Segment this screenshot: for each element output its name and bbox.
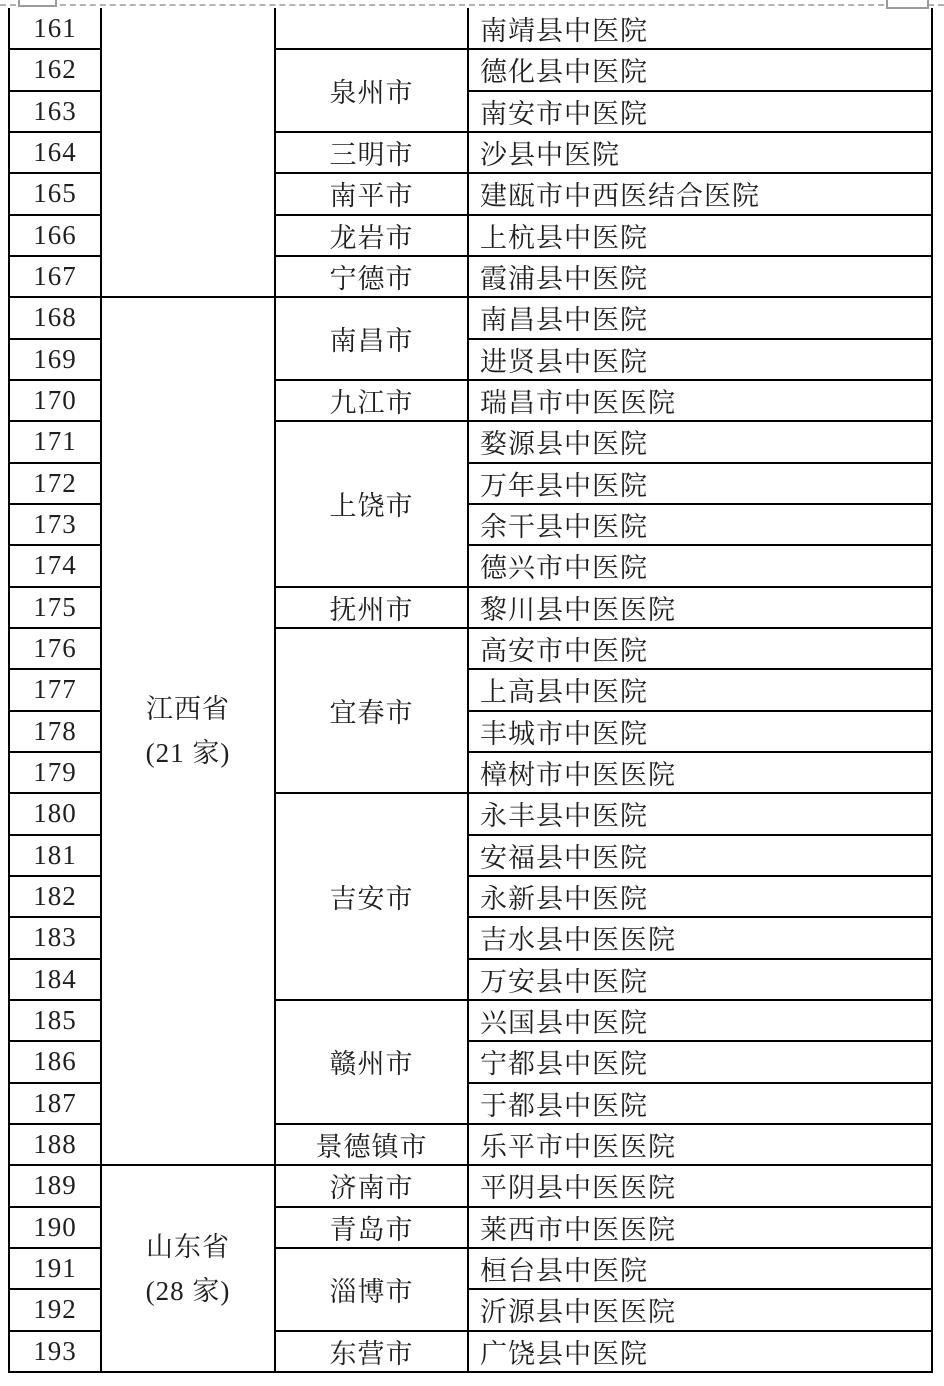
row-number-cell: 177 (9, 669, 101, 710)
hospital-cell: 乐平市中医医院 (468, 1124, 932, 1165)
hospital-cell: 莱西市中医医院 (468, 1207, 932, 1248)
hospital-cell: 宁都县中医院 (468, 1041, 932, 1082)
hospital-cell: 平阴县中医医院 (468, 1165, 932, 1206)
hospital-cell: 黎川县中医医院 (468, 587, 932, 628)
hospital-cell: 德化县中医院 (468, 49, 932, 90)
row-number-cell: 170 (9, 380, 101, 421)
city-cell: 泉州市 (275, 49, 468, 132)
province-name: 江西省 (146, 694, 230, 725)
hospital-cell: 万安县中医院 (468, 959, 932, 1000)
city-cell: 龙岩市 (275, 215, 468, 256)
row-number-cell: 166 (9, 215, 101, 256)
row-number-cell: 174 (9, 545, 101, 586)
city-cell: 东营市 (275, 1331, 468, 1373)
hospital-cell: 于都县中医院 (468, 1083, 932, 1124)
province-cell (101, 8, 275, 297)
row-number-cell: 193 (9, 1331, 101, 1373)
page-boundary-tab-left (18, 0, 57, 7)
hospital-cell: 上高县中医院 (468, 669, 932, 710)
row-number-cell: 183 (9, 917, 101, 958)
hospital-cell: 永丰县中医院 (468, 793, 932, 834)
row-number-cell: 192 (9, 1289, 101, 1330)
table-row (9, 8, 932, 49)
hospital-cell: 建瓯市中西医结合医院 (468, 173, 932, 214)
row-number-cell: 179 (9, 752, 101, 793)
hospital-cell: 沙县中医院 (468, 132, 932, 173)
row-number-cell: 163 (9, 91, 101, 132)
hospital-cell: 沂源县中医医院 (468, 1289, 932, 1330)
row-number-cell: 168 (9, 297, 101, 338)
row-number-cell: 165 (9, 173, 101, 214)
row-number-cell: 172 (9, 463, 101, 504)
hospital-cell: 霞浦县中医院 (468, 256, 932, 297)
row-number-cell: 178 (9, 711, 101, 752)
hospital-cell: 广饶县中医院 (468, 1331, 932, 1373)
city-cell: 南平市 (275, 173, 468, 214)
city-cell: 上饶市 (275, 421, 468, 586)
hospital-cell: 南靖县中医院 (468, 8, 932, 49)
row-number-cell: 175 (9, 587, 101, 628)
city-cell: 青岛市 (275, 1207, 468, 1248)
city-cell: 淄博市 (275, 1248, 468, 1331)
row-number-cell: 180 (9, 793, 101, 834)
hospital-cell: 安福县中医院 (468, 835, 932, 876)
row-number-cell: 187 (9, 1083, 101, 1124)
row-number-cell: 167 (9, 256, 101, 297)
hospital-cell: 兴国县中医院 (468, 1000, 932, 1041)
city-cell: 吉安市 (275, 793, 468, 1000)
hospital-cell: 德兴市中医院 (468, 545, 932, 586)
hospital-cell: 万年县中医院 (468, 463, 932, 504)
province-cell (101, 1165, 275, 1372)
row-number-cell: 161 (9, 8, 101, 49)
city-cell: 南昌市 (275, 297, 468, 380)
city-cell: 三明市 (275, 132, 468, 173)
row-number-cell: 173 (9, 504, 101, 545)
row-number-cell: 185 (9, 1000, 101, 1041)
city-cell: 济南市 (275, 1165, 468, 1206)
city-cell: 景德镇市 (275, 1124, 468, 1165)
row-number-cell: 181 (9, 835, 101, 876)
table-row (9, 297, 932, 338)
hospital-cell: 永新县中医院 (468, 876, 932, 917)
row-number-cell: 189 (9, 1165, 101, 1206)
city-cell: 宁德市 (275, 256, 468, 297)
hospital-table-body (9, 8, 932, 1372)
hospital-cell: 南昌县中医院 (468, 297, 932, 338)
province-count: (28 家) (145, 1275, 231, 1306)
province-name: 山东省 (146, 1231, 230, 1262)
city-cell: 宜春市 (275, 628, 468, 793)
hospital-cell: 进贤县中医院 (468, 339, 932, 380)
hospital-cell: 高安市中医院 (468, 628, 932, 669)
page-boundary-dashed-line (0, 4, 944, 6)
row-number-cell: 162 (9, 49, 101, 90)
row-number-cell: 191 (9, 1248, 101, 1289)
hospital-cell: 丰城市中医院 (468, 711, 932, 752)
table-row (9, 1165, 932, 1206)
hospital-table (8, 8, 933, 1373)
hospital-cell: 婺源县中医院 (468, 421, 932, 462)
hospital-cell: 瑞昌市中医医院 (468, 380, 932, 421)
row-number-cell: 188 (9, 1124, 101, 1165)
city-cell (275, 8, 468, 49)
row-number-cell: 186 (9, 1041, 101, 1082)
row-number-cell: 164 (9, 132, 101, 173)
city-cell: 赣州市 (275, 1000, 468, 1124)
province-cell (101, 297, 275, 1165)
city-cell: 抚州市 (275, 587, 468, 628)
row-number-cell: 182 (9, 876, 101, 917)
row-number-cell: 176 (9, 628, 101, 669)
hospital-cell: 桓台县中医院 (468, 1248, 932, 1289)
row-number-cell: 190 (9, 1207, 101, 1248)
hospital-cell: 南安市中医院 (468, 91, 932, 132)
hospital-cell: 上杭县中医院 (468, 215, 932, 256)
row-number-cell: 171 (9, 421, 101, 462)
row-number-cell: 184 (9, 959, 101, 1000)
hospital-cell: 余干县中医院 (468, 504, 932, 545)
city-cell: 九江市 (275, 380, 468, 421)
hospital-cell: 樟树市中医医院 (468, 752, 932, 793)
province-count: (21 家) (145, 738, 231, 769)
hospital-cell: 吉水县中医医院 (468, 917, 932, 958)
row-number-cell: 169 (9, 339, 101, 380)
